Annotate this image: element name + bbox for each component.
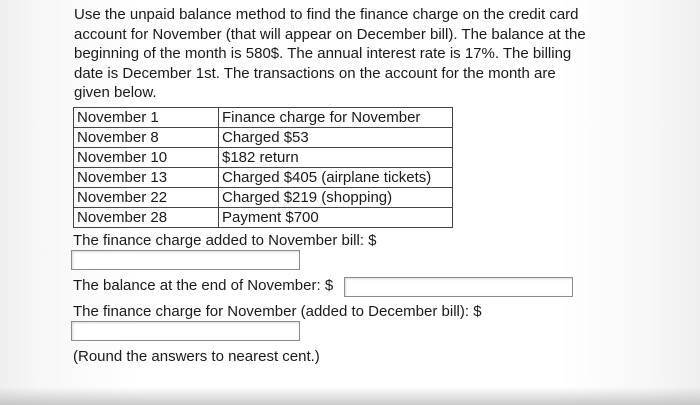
table-row [74,188,453,208]
transaction-description: Charged $219 (shopping) [219,188,453,208]
finance-charge-added-label: The finance charge added to November bill: $ [73,232,377,249]
transaction-description: Charged $53 [219,128,453,148]
table-row [74,128,453,148]
transactions-table [73,107,453,228]
transaction-date: November 10 [74,148,219,168]
transaction-description: $182 return [219,148,453,168]
transaction-date: November 28 [74,208,219,228]
finance-charge-december-label: The finance charge for November (added to December bill): $ [73,303,482,320]
transaction-date: November 8 [74,128,219,148]
table-row [74,148,453,168]
end-balance-input[interactable] [344,277,573,297]
rounding-note: (Round the answers to nearest cent.) [73,348,320,365]
transaction-description: Finance charge for November [219,108,453,128]
question-text: Use the unpaid balance method to find the finance charge on the credit card account for November (that will appear on December bill). The balance at the beginning of the month is 580$. The annual interest rate is 17%. The billing date is December 1st. The transactions on the account for the month are given below. [74,6,586,101]
transaction-description: Charged $405 (airplane tickets) [219,168,453,188]
transaction-date: November 13 [74,168,219,188]
table-row [74,168,453,188]
table-row [74,208,453,228]
transaction-date: November 1 [74,108,219,128]
transaction-description: Payment $700 [219,208,453,228]
finance-charge-december-input[interactable] [71,321,300,341]
table-row [74,108,453,128]
bottom-shadow [0,387,700,405]
transaction-date: November 22 [74,188,219,208]
end-balance-label: The balance at the end of November: $ [73,277,334,294]
finance-charge-added-input[interactable] [71,250,300,270]
